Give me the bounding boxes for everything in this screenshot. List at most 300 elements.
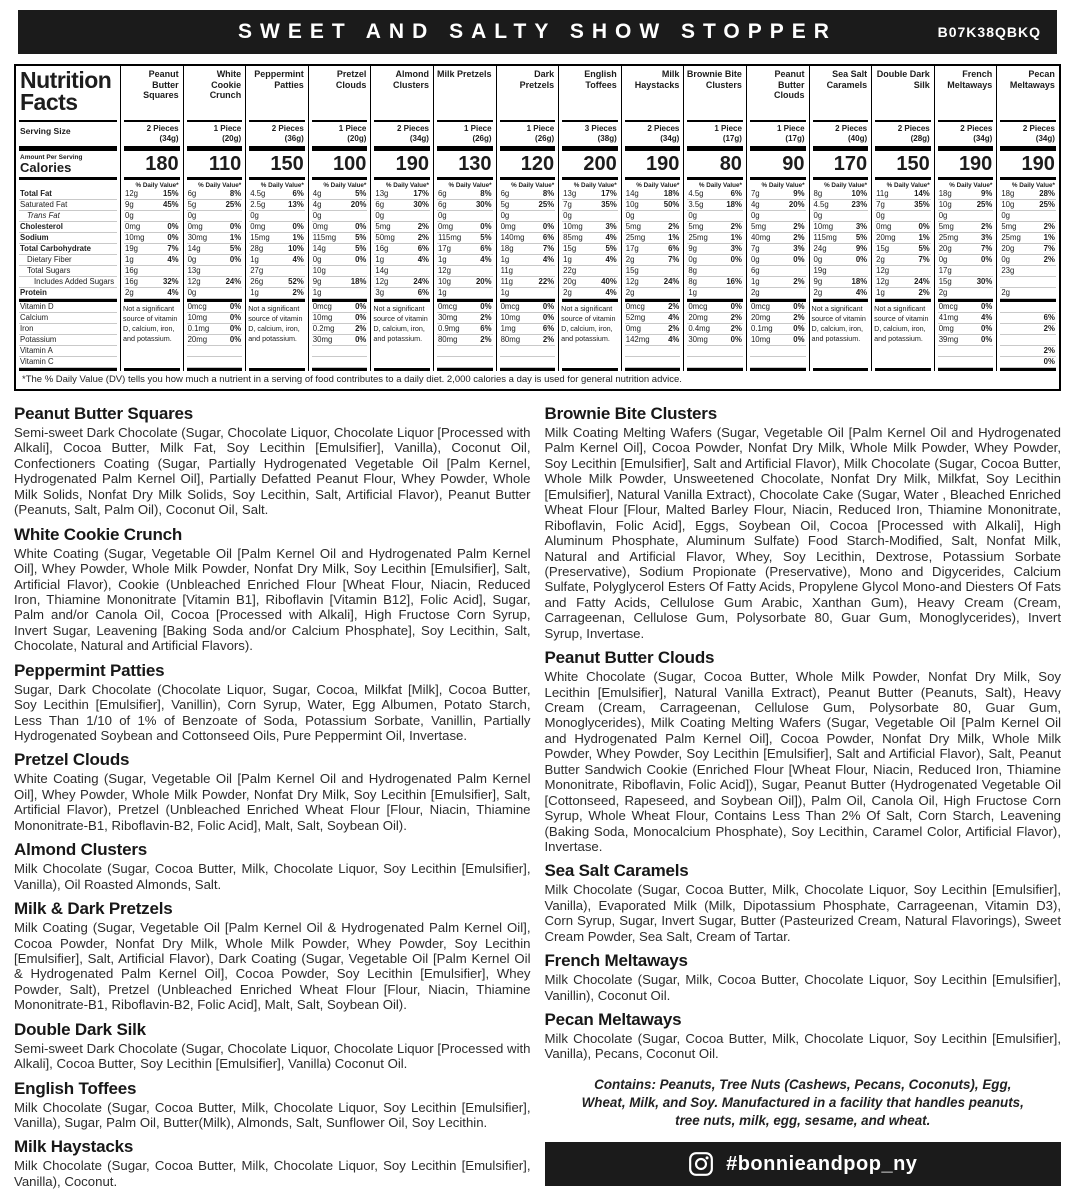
- dv-header: % Daily Value*: [750, 177, 806, 189]
- vitamin-row: [938, 313, 994, 324]
- nutrient-row: [625, 222, 681, 233]
- nutrient-amount: 9g: [688, 244, 698, 253]
- nutrient-percent: 17%: [413, 189, 429, 198]
- vitamin-amount: 0.9mg: [437, 324, 460, 333]
- vitamin-amount: 0mcg: [500, 302, 520, 311]
- serving-weight: (34g): [409, 134, 429, 144]
- nutrient-percent: 5%: [918, 244, 930, 253]
- nutrient-percent: 23%: [851, 200, 868, 209]
- not-significant-note: Not a significant source of vitamin D, calcium, iron, and potassium.: [373, 304, 428, 344]
- nutrient-row: [813, 222, 869, 233]
- nutrient-amount: 12g: [187, 277, 201, 286]
- nutrient-row: [1000, 200, 1056, 211]
- nutrient-row: [625, 255, 681, 266]
- vitamin-percent: 0%: [542, 313, 555, 322]
- nutrient-percent: 2%: [668, 222, 680, 231]
- nutrient-row: [249, 189, 305, 200]
- nutrient-row: [687, 189, 743, 200]
- nutrient-percent: 25%: [538, 200, 555, 209]
- nutrient-row: [562, 200, 618, 211]
- vitamin-row: [437, 313, 493, 324]
- vitamin-amount: 20mg: [187, 335, 208, 344]
- nutrition-column-french-meltaways: [934, 66, 997, 371]
- nutrient-amount: 0mg: [312, 222, 328, 231]
- nutrient-percent: 8%: [229, 189, 242, 198]
- nutrient-row: [312, 255, 368, 266]
- nutrient-row: [813, 288, 869, 299]
- nutrient-percent: 3%: [855, 222, 868, 231]
- nutrition-column-almond-clusters: [370, 66, 433, 371]
- nutrient-amount: 18g: [938, 189, 952, 198]
- vitamin-row: [187, 357, 243, 368]
- serving-weight: (34g): [660, 134, 680, 144]
- nutrient-amount: 1g: [500, 255, 510, 264]
- vitamin-row-label: [19, 346, 117, 357]
- vitamin-label: Vitamin D: [20, 302, 54, 311]
- nutrient-label: Total Fat: [20, 189, 52, 198]
- nutrient-row: [312, 200, 368, 211]
- nutrient-row: [875, 233, 931, 244]
- nutrient-row: [187, 277, 243, 288]
- ingredient-heading: French Meltaways: [544, 951, 688, 971]
- serving-size-value: [184, 122, 246, 146]
- nutrient-percent: 1%: [292, 233, 304, 242]
- nutrient-row: [249, 266, 305, 277]
- nutrient-row: [562, 255, 618, 266]
- nutrient-amount: 25mg: [688, 233, 708, 242]
- nutrient-percent: 0%: [730, 255, 742, 264]
- serving-weight: (34g): [159, 134, 179, 144]
- nutrient-percent: 4%: [855, 288, 868, 297]
- nutrient-amount: 0g: [938, 255, 948, 264]
- nutrient-amount: 26g: [250, 277, 264, 286]
- nutrient-percent: 0%: [167, 222, 179, 231]
- ingredient-heading: Peanut Butter Clouds: [544, 648, 715, 668]
- nutrient-amount: 24g: [813, 244, 827, 253]
- nutrition-table: [14, 64, 1061, 391]
- nutrient-amount: 25mg: [1001, 233, 1021, 242]
- nutrient-percent: 4%: [605, 255, 617, 264]
- nutrient-row: [374, 189, 430, 200]
- vitamin-row-label: [19, 324, 117, 335]
- vitamin-row: [687, 335, 743, 346]
- dv-header: % Daily Value*: [625, 177, 681, 189]
- vitamin-row: [312, 302, 368, 313]
- nutrient-amount: 12g: [375, 277, 389, 286]
- nutrient-row: [562, 288, 618, 299]
- nutrient-percent: 6%: [668, 244, 680, 253]
- vitamin-amount: 0.4mg: [688, 324, 711, 333]
- nutrient-percent: 6%: [730, 189, 742, 198]
- vitamin-row-label: [19, 357, 117, 368]
- nutrient-row: [500, 266, 556, 277]
- nutrient-amount: 27g: [250, 266, 264, 275]
- nutrient-row: [500, 277, 556, 288]
- nutrient-row: [124, 211, 180, 222]
- nutrient-amount: 6g: [437, 200, 447, 209]
- vitamin-percent: 6%: [542, 324, 555, 333]
- vitamin-label: Vitamin A: [20, 346, 53, 355]
- vitamin-row: [687, 302, 743, 313]
- nutrient-row: [750, 288, 806, 299]
- nutrient-percent: 30%: [475, 200, 492, 209]
- nutrient-amount: 15g: [876, 244, 890, 253]
- nutrient-amount: 5g: [500, 200, 510, 209]
- nutrient-amount: 14g: [187, 244, 201, 253]
- calories-value: 110: [208, 153, 242, 175]
- vitamin-amount: 0.1mg: [750, 324, 773, 333]
- nutrient-amount: 0mg: [187, 222, 203, 231]
- vitamin-percent: 0%: [793, 335, 805, 344]
- nutrient-row: [562, 211, 618, 222]
- vitamin-percent: 2%: [480, 335, 492, 344]
- nutrient-row: [312, 288, 368, 299]
- nutrient-amount: 9g: [813, 277, 823, 286]
- vitamin-percent: 2%: [730, 324, 742, 333]
- nutrient-amount: 0g: [312, 255, 322, 264]
- nutrient-row: [437, 266, 493, 277]
- nutrient-row: [625, 233, 681, 244]
- nutrient-percent: 17%: [601, 189, 617, 198]
- serving-pieces: 2 Pieces: [835, 124, 868, 133]
- nutrient-amount: 17g: [938, 266, 952, 275]
- nutrient-row: [500, 222, 556, 233]
- nutrient-percent: 1%: [918, 233, 930, 242]
- calories-value: 80: [719, 153, 742, 175]
- end-bar: [187, 368, 243, 371]
- nutrient-amount: 0g: [938, 211, 948, 220]
- not-significant-note: Not a significant source of vitamin D, calcium, iron, and potassium.: [248, 304, 303, 344]
- nutrient-row: [374, 233, 430, 244]
- calories-value: 130: [458, 153, 492, 175]
- nutrient-row: [187, 288, 243, 299]
- nutrient-amount: 115mg: [312, 233, 337, 242]
- product-name: French Meltaways: [947, 69, 993, 90]
- vitamin-row: [1000, 324, 1056, 335]
- serving-weight: (38g): [597, 134, 617, 144]
- nutrient-row: [562, 277, 618, 288]
- vitamin-amount: 0mcg: [750, 302, 771, 311]
- vitamin-amount: 0mcg: [625, 302, 645, 311]
- serving-weight: (17g): [722, 134, 742, 144]
- nutrient-row: [500, 255, 556, 266]
- nutrient-percent: 16%: [726, 277, 742, 286]
- amount-per-serving-label: Amount Per Serving: [20, 154, 83, 161]
- nutrient-percent: 25%: [1039, 200, 1055, 209]
- vitamin-label: Iron: [20, 324, 34, 333]
- nutrient-amount: 11g: [500, 277, 513, 286]
- ingredient-heading: Pecan Meltaways: [544, 1010, 682, 1029]
- vitamin-row: [687, 324, 743, 335]
- nutrient-percent: 2%: [730, 222, 742, 231]
- nutrient-row: [374, 277, 430, 288]
- ingredients-section: [14, 397, 1061, 1189]
- nutrient-amount: 0g: [1001, 211, 1010, 220]
- nutrient-row: [249, 200, 305, 211]
- vitamin-row: [687, 313, 743, 324]
- calories-value: 170: [833, 153, 868, 175]
- product-sku: B07K38QBKQ: [937, 24, 1041, 40]
- daily-value-footnote: *The % Daily Value (DV) tells you how much a nutrient in a serving of food contributes to a daily diet. 2,000 calories a day is used for general nutrition advice.: [22, 374, 682, 385]
- ingredient-heading: White Cookie Crunch: [14, 524, 183, 544]
- vitamin-row: [625, 313, 681, 324]
- nutrient-amount: 0mg: [250, 222, 266, 231]
- nutrient-amount: 9g: [312, 277, 322, 286]
- nutrient-row: [500, 288, 556, 299]
- nutrient-percent: 6%: [417, 288, 429, 297]
- ingredient-heading: Peppermint Patties: [14, 660, 165, 680]
- product-name: Peppermint Patties: [254, 69, 304, 90]
- serving-size-value: [371, 122, 433, 146]
- nutrient-amount: 7g: [876, 200, 885, 209]
- vitamin-percent: 2%: [1043, 346, 1055, 355]
- nutrient-amount: 0g: [563, 211, 572, 220]
- nutrient-percent: 2%: [417, 233, 429, 242]
- nutrient-row: [875, 255, 931, 266]
- nutrient-row-label: [19, 189, 117, 200]
- nutrient-percent: 2%: [417, 222, 429, 231]
- nutrient-amount: 12g: [625, 277, 639, 286]
- nutrient-row: [500, 211, 556, 222]
- nutrient-label: Cholesterol: [20, 222, 63, 231]
- nutrient-row: [374, 244, 430, 255]
- vitamin-row-label: [19, 335, 117, 346]
- nutrient-amount: 2g: [750, 288, 760, 297]
- nutrient-amount: 4g: [312, 189, 322, 198]
- nutrient-row: [625, 277, 681, 288]
- product-name: Peanut Butter Clouds: [774, 69, 805, 101]
- nutrient-row: [187, 244, 243, 255]
- panel-title: Nutrition Facts: [20, 67, 112, 115]
- vitamin-row: [750, 335, 806, 346]
- nutrient-amount: 1g: [437, 288, 447, 297]
- nutrient-amount: 23g: [1001, 266, 1015, 275]
- nutrient-amount: 1g: [688, 288, 698, 297]
- nutrient-amount: 2g: [625, 288, 635, 297]
- nutrient-amount: 0g: [688, 255, 698, 264]
- nutrient-percent: 4%: [167, 288, 179, 297]
- dv-header: % Daily Value*: [1000, 177, 1056, 189]
- nutrient-row: [249, 222, 305, 233]
- nutrient-row: [1000, 244, 1056, 255]
- vitamin-row: [187, 346, 243, 357]
- vitamin-amount: 0mcg: [312, 302, 332, 311]
- nutrient-amount: 0g: [1001, 255, 1010, 264]
- nutrient-row: [437, 255, 493, 266]
- nutrient-row-label: [19, 277, 117, 288]
- nutrient-amount: 18g: [1001, 189, 1015, 198]
- nutrient-amount: 5g: [187, 200, 197, 209]
- vitamin-row: [750, 302, 806, 313]
- nutrient-amount: 1g: [250, 255, 259, 264]
- nutrient-percent: 1%: [730, 233, 742, 242]
- nutrient-percent: 0%: [855, 255, 868, 264]
- ingredients-left-column: [14, 397, 531, 1189]
- nutrition-column-sea-salt-caramels: [809, 66, 872, 371]
- nutrient-row: [124, 288, 180, 299]
- nutrient-row: [750, 222, 806, 233]
- vitamin-percent: 0%: [355, 313, 367, 322]
- nutrient-amount: 0mg: [876, 222, 892, 231]
- nutrient-percent: 0%: [355, 255, 367, 264]
- product-name: Pecan Meltaways: [1009, 69, 1055, 90]
- vitamin-percent: 4%: [668, 335, 680, 344]
- nutrient-amount: 2g: [563, 288, 572, 297]
- vitamin-amount: 10mg: [312, 313, 333, 322]
- nutrient-amount: 14g: [375, 266, 389, 275]
- nutrient-row: [500, 200, 556, 211]
- end-bar: [437, 368, 493, 371]
- vitamin-percent: 0%: [355, 335, 367, 344]
- vitamin-percent: 0%: [542, 302, 555, 311]
- nutrient-amount: 0g: [312, 211, 322, 220]
- nutrient-amount: 1g: [250, 288, 259, 297]
- nutrient-percent: 9%: [981, 189, 993, 198]
- nutrient-row: [437, 244, 493, 255]
- vitamin-row: [312, 335, 368, 346]
- end-bar: [124, 368, 180, 371]
- nutrient-percent: 10%: [288, 244, 304, 253]
- nutrient-row: [374, 266, 430, 277]
- nutrient-amount: 3.5g: [688, 200, 704, 209]
- nutrient-row: [187, 233, 243, 244]
- nutrient-percent: 5%: [855, 233, 868, 242]
- nutrient-amount: 18g: [500, 244, 514, 253]
- nutrient-amount: 0g: [813, 211, 823, 220]
- nutrient-row: [938, 222, 994, 233]
- vitamin-percent: 2%: [730, 313, 742, 322]
- nutrient-percent: 24%: [663, 277, 680, 286]
- nutrient-amount: 2g: [625, 255, 635, 264]
- vitamin-percent: 0%: [981, 335, 993, 344]
- vitamin-amount: 0mcg: [187, 302, 207, 311]
- nutrient-amount: 2g: [1001, 288, 1010, 297]
- nutrient-percent: 20%: [788, 200, 805, 209]
- nutrient-percent: 25%: [225, 200, 242, 209]
- nutrient-amount: 0g: [500, 211, 510, 220]
- vitamin-amount: 0.1mg: [187, 324, 210, 333]
- nutrient-percent: 5%: [355, 189, 367, 198]
- nutrient-amount: 20mg: [876, 233, 896, 242]
- nutrient-label: Dietary Fiber: [27, 255, 72, 264]
- nutrient-amount: 20g: [563, 277, 577, 286]
- nutrient-amount: 5mg: [938, 222, 954, 231]
- nutrient-amount: 5mg: [375, 222, 391, 231]
- ingredient-text: White Coating (Sugar, Vegetable Oil [Palm Kernel Oil and Hydrogenated Palm Kernel Oil], Whey Powder, Whole Milk Powder, Nonfat Dry Milk, Soy Lecithin [Emulsifier], Salt, Artificial Flavor), Cookie (Unbleached Enriched Flour [Wheat Flour, Niacin, Reduced Iron, Thiamine Mononitrate [Vitamin B1], Riboflavin [Vitamin B12], Folic Acid], Sugar, Palm and/or Canola Oil, Cocoa [Processed with Alkali], High Fructose Corn Syrup, Invert Sugar, Leavening [Baking Soda and/or Calcium Phosphate], Soy Lecithin, Salt, Chocolate, Natural and Artificial Flavors).: [14, 545, 531, 654]
- nutrient-row: [750, 200, 806, 211]
- ingredient-text: Milk Coating Melting Wafers (Sugar, Vegetable Oil [Palm Kernel Oil and Hydrogenated Palm Kernel Oil], Cocoa Powder, Nonfat Dry Milk, Whole Milk Powder, Whey Powder, Soy Lecithin [Emulsifier], Salt and Artificial Flavor), Milk Chocolate (Sugar, Cocoa Butter, Whole Milk Powder, Unsweetened Chocolate, Nonfat Dry Milk, Milkfat, Soy Lecithin [Emulsifier], Natural Vanilla Extract), Chocolate Cake (Sugar, Water , Bleached Enriched Wheat Flour [Flour, Malted Barley Flour, Niacin, Reduced Iron, Thiamine Mononitrate, Riboflavin, Folic Acid], Eggs, Soybean Oil, Cocoa [Processed with Alkali], High Aluminum Phosphate, Aluminum Sulfate) Food Starch-Modified, Salt, Nonfat Milk, Natural and Artificial Flavor, Whey, Soy Lecithin, Dextrose, Potassium Sorbate (Preservative), Sodium Propionate (Preservative), Mono and Digycerides, Calcium Sulfate, Polyglycerol Esters Of Fatty Acids, Propylene Glycol Mono-and Diesters Of Fats and Fatty Acids, Cellulose Gum Arabic, Xanthan Gum), Heavy Cream (Cream, Carrageenan, Cellulose Gum, Polysorbate 80, Guar Gum, Monoglycerides), Invert Syrup, Invertase.: [544, 425, 1061, 641]
- nutrient-row: [687, 266, 743, 277]
- nutrient-percent: 1%: [668, 233, 680, 242]
- nutrient-row: [312, 211, 368, 222]
- nutrient-amount: 6g: [750, 266, 760, 275]
- nutrient-amount: 3g: [375, 288, 385, 297]
- end-bar: [19, 368, 117, 371]
- product-name: Pretzel Clouds: [335, 69, 367, 90]
- serving-pieces: 2 Pieces: [1022, 124, 1055, 133]
- nutrient-percent: 3%: [730, 244, 742, 253]
- vitamin-amount: 0mg: [938, 324, 954, 333]
- nutrient-amount: 10g: [625, 200, 639, 209]
- nutrient-row: [312, 266, 368, 277]
- vitamin-row: [312, 313, 368, 324]
- vitamin-amount: 41mg: [938, 313, 959, 322]
- nutrient-amount: 0g: [187, 255, 197, 264]
- vitamin-row: [625, 357, 681, 368]
- calories-value: 190: [958, 153, 993, 175]
- dv-header: % Daily Value*: [374, 177, 430, 189]
- vitamin-percent: 0%: [730, 302, 742, 311]
- vitamin-row: [625, 335, 681, 346]
- nutrient-row: [687, 233, 743, 244]
- serving-pieces: 2 Pieces: [271, 124, 304, 133]
- serving-size-value: [747, 122, 809, 146]
- nutrient-amount: 13g: [187, 266, 201, 275]
- vitamin-percent: 0%: [730, 335, 742, 344]
- nutrient-amount: 15g: [625, 266, 639, 275]
- nutrient-percent: 9%: [855, 244, 868, 253]
- nutrient-amount: 6g: [500, 189, 510, 198]
- nutrient-row: [249, 288, 305, 299]
- nutrient-row: [562, 266, 618, 277]
- nutrient-amount: 10g: [938, 200, 952, 209]
- nutrient-amount: 10mg: [125, 233, 145, 242]
- nutrient-row: [813, 266, 869, 277]
- nutrient-row: [875, 277, 931, 288]
- nutrient-amount: 6g: [187, 189, 197, 198]
- nutrient-row: [374, 222, 430, 233]
- calories-value: 90: [782, 153, 805, 175]
- nutrient-percent: 10%: [851, 189, 868, 198]
- ingredient-text: Milk Chocolate (Sugar, Cocoa Butter, Milk, Chocolate Liquor, Soy Lecithin [Emulsifier], Vanilla), Oil Roasted Almonds, Salt.: [14, 861, 531, 892]
- calories-value: 120: [520, 153, 555, 175]
- nutrient-amount: 30mg: [187, 233, 208, 242]
- nutrient-label: Total Carbohydrate: [20, 244, 91, 253]
- product-name: Milk Haystacks: [634, 69, 680, 90]
- nutrient-row: [249, 211, 305, 222]
- nutrient-row-label: [19, 255, 117, 266]
- nutrient-percent: 4%: [417, 255, 429, 264]
- nutrient-percent: 4%: [605, 288, 617, 297]
- vitamin-amount: 20mg: [688, 313, 708, 322]
- vitamin-row: [437, 357, 493, 368]
- serving-weight: (34g): [973, 134, 993, 144]
- nutrient-row: [187, 189, 243, 200]
- nutrient-label: Total Sugars: [27, 266, 71, 275]
- nutrient-row-label: [19, 200, 117, 211]
- nutrient-label: Protein: [20, 288, 47, 297]
- nutrient-row: [625, 266, 681, 277]
- nutrient-row: [938, 211, 994, 222]
- vitamin-row: [500, 302, 556, 313]
- nutrient-row: [687, 244, 743, 255]
- nutrient-row: [875, 222, 931, 233]
- vitamin-row: [500, 346, 556, 357]
- serving-weight: (20g): [222, 134, 242, 144]
- nutrient-amount: 50mg: [375, 233, 395, 242]
- instagram-icon: [688, 1151, 714, 1177]
- nutrient-row-label: [19, 222, 117, 233]
- serving-size-value: [935, 122, 997, 146]
- nutrient-percent: 0%: [793, 255, 805, 264]
- end-bar: [687, 368, 743, 371]
- end-bar: [625, 368, 681, 371]
- vitamin-percent: 2%: [355, 324, 367, 333]
- nutrient-amount: 13g: [563, 189, 577, 198]
- nutrient-row: [437, 189, 493, 200]
- vitamin-percent: 0%: [229, 302, 242, 311]
- vitamin-amount: 0mcg: [938, 302, 958, 311]
